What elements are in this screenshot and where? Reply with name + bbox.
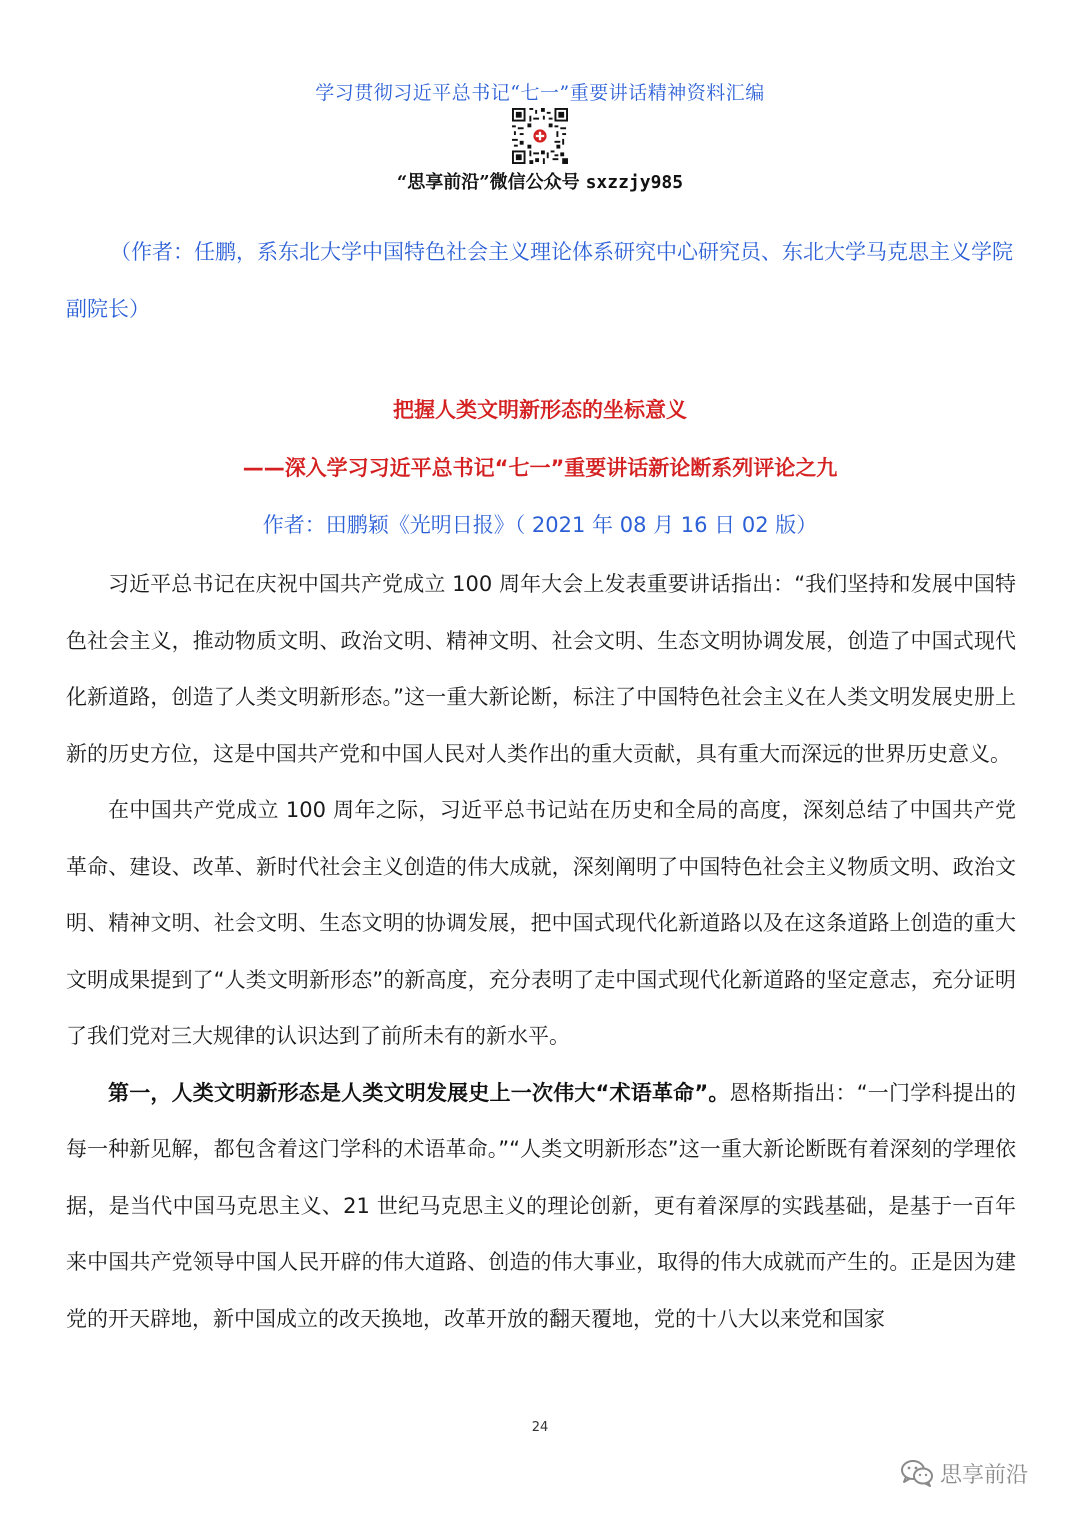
paragraph-point-one xyxy=(66,1065,1016,1348)
wechat-account-line xyxy=(0,168,1080,194)
author-note: （作者：任鹏，系东北大学中国特色社会主义理论体系研究中心研究员、东北大学马克思主义学院副院长） xyxy=(66,240,1013,321)
article-subtitle: ——深入学习习近平总书记“七一”重要讲话新论断系列评论之九 xyxy=(242,456,838,480)
wechat-icon xyxy=(900,1459,934,1487)
collection-title: 学习贯彻习近平总书记“七一”重要讲话精神资料汇编 xyxy=(315,82,765,104)
watermark-text: 思享前沿 xyxy=(940,1462,1029,1488)
point-one-text: 恩格斯指出：“一门学科提出的每一种新见解，都包含着这门学科的术语革命。”“人类文明新形态”这一重大新论断既有着深刻的学理依据，是当代中国马克思主义、21 世纪马克思主义的理论创新，更有着深厚的实践基础，是基于一百年来中国共产党领导中国人民开辟的伟大道路、创造的伟大事业，取得的伟大成就而产生的。正是因为建党的开天辟地，新中国成立的改天换地，改革开放的翻天覆地，党的十八大以来党和国家 xyxy=(66,1080,1016,1331)
paragraph: 在中国共产党成立 100 周年之际，习近平总书记站在历史和全局的高度，深刻总结了中国共产党革命、建设、改革、新时代社会主义创造的伟大成就，深刻阐明了中国特色社会主义物质文明、政治文明、精神文明、社会文明、生态文明的协调发展，把中国式现代化新道路以及在这条道路上创造的重大文明成果提到了“人类文明新形态”的新高度，充分表明了走中国式现代化新道路的坚定意志，充分证明了我们党对三大规律的认识达到了前所未有的新水平。 xyxy=(66,798,1016,1048)
watermark xyxy=(900,1456,1028,1490)
wechat-label: “思享前沿”微信公众号 xyxy=(396,172,580,193)
article-body xyxy=(66,556,1016,1347)
wechat-account-id[interactable]: sxzzjy985 xyxy=(585,172,684,193)
page-number: 24 xyxy=(531,1420,549,1435)
article-title: 把握人类文明新形态的坐标意义 xyxy=(393,398,687,422)
qr-code-icon[interactable] xyxy=(512,108,568,164)
article-byline: 作者：田鹏颖《光明日报》（ 2021 年 08 月 16 日 02 版） xyxy=(262,513,818,537)
paragraph: 习近平总书记在庆祝中国共产党成立 100 周年大会上发表重要讲话指出：“我们坚持和发展中国特色社会主义，推动物质文明、政治文明、精神文明、社会文明、生态文明协调发展，创造了中国式现代化新道路，创造了人类文明新形态。”这一重大新论断，标注了中国特色社会主义在人类文明发展史册上新的历史方位，这是中国共产党和中国人民对人类作出的重大贡献，具有重大而深远的世界历史意义。 xyxy=(66,572,1016,766)
point-one-lead: 第一，人类文明新形态是人类文明发展史上一次伟大“术语革命”。 xyxy=(108,1080,730,1105)
